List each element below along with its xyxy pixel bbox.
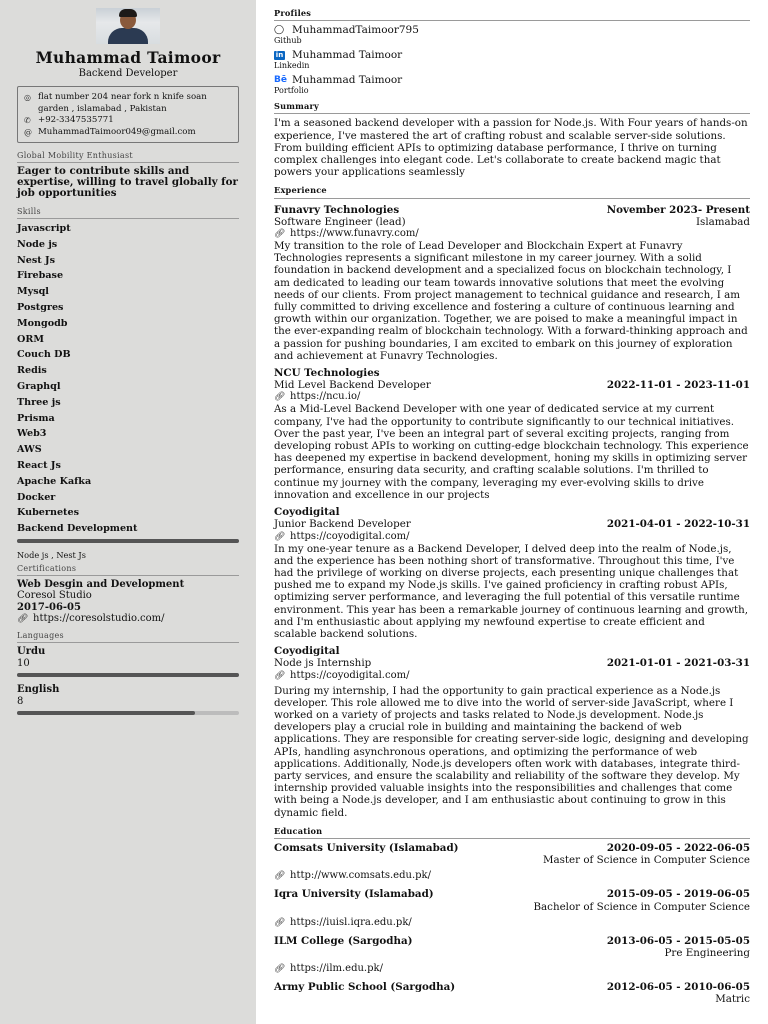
objective-text: Eager to contribute skills and expertise, willing to travel globally for job opportunities xyxy=(17,165,238,199)
school-name: Army Public School (Sargodha) xyxy=(274,981,456,994)
language-level: 8 xyxy=(17,696,24,708)
profile-network: Portfolio xyxy=(274,86,309,96)
skill-item: Apache Kafka xyxy=(17,475,92,487)
school-url[interactable]: http://www.comsats.edu.pk/ xyxy=(290,870,431,882)
skills-list xyxy=(17,221,239,537)
company-url[interactable]: https://coyodigital.com/ xyxy=(290,530,410,542)
school-link[interactable] xyxy=(274,963,750,975)
school-name: Comsats University (Islamabad) xyxy=(274,841,459,854)
job-title: Mid Level Backend Developer xyxy=(274,379,431,392)
skill-item: Redis xyxy=(17,365,47,377)
skills-heading: Skills xyxy=(17,207,239,219)
education-item xyxy=(274,935,750,975)
skill-item: Couch DB xyxy=(17,349,71,361)
skill-item: Nest Js xyxy=(17,254,55,266)
company-link[interactable] xyxy=(274,531,750,543)
language-level-fill xyxy=(17,673,239,677)
education-item xyxy=(274,888,750,928)
company-name: Funavry Technologies xyxy=(274,203,400,216)
experience-item xyxy=(274,645,750,819)
company-name: Coyodigital xyxy=(274,506,340,519)
school-url[interactable]: https://iuisl.iqra.edu.pk/ xyxy=(290,916,412,928)
company-name: Coyodigital xyxy=(274,645,340,658)
job-description: As a Mid-Level Backend Developer with one year of dedicated service at my current company, I've had the opportunity to contribute significantly to our technical initiatives. Over the past year, I've been an integral part of several exciting projects, ranging from developing robust APIs to working on cutting-edge blockchain technology. This experience has deepened my expertise in backend development, honing my skills in optimizing server performance, ensuring data security, and crafting scalable solutions. I'm thrilled to continue my journey with the company, leveraging my ever-evolving skills to drive innovation and excellence in our projects xyxy=(274,403,749,501)
profile-github[interactable] xyxy=(274,24,750,46)
company-url[interactable]: https://ncu.io/ xyxy=(290,391,361,403)
link-icon: 🔗︎ xyxy=(274,670,286,681)
job-title: Junior Backend Developer xyxy=(274,518,411,531)
skill-keywords: Node js , Nest Js xyxy=(17,549,86,560)
skill-item: Mysql xyxy=(17,286,49,298)
company-url[interactable]: https://www.funavry.com/ xyxy=(290,228,419,240)
candidate-name: Muhammad Taimoor xyxy=(35,48,221,67)
language-name: English xyxy=(17,684,60,696)
profile-username[interactable]: Muhammad Taimoor xyxy=(292,74,403,87)
certification-url[interactable]: https://coresolstudio.com/ xyxy=(33,613,165,625)
link-icon: 🔗︎ xyxy=(274,229,286,240)
experience-item xyxy=(274,367,750,501)
link-icon: 🔗︎ xyxy=(274,917,286,928)
job-date: November 2023- Present xyxy=(606,203,750,216)
language-level-fill xyxy=(17,711,195,715)
skill-item: Prisma xyxy=(17,412,55,424)
company-url[interactable]: https://coyodigital.com/ xyxy=(290,669,410,681)
profile-username[interactable]: Muhammad Taimoor xyxy=(292,49,403,62)
contact-box xyxy=(17,86,239,143)
degree: Matric xyxy=(715,993,750,1006)
company-link[interactable] xyxy=(274,228,750,240)
company-name: NCU Technologies xyxy=(274,367,380,380)
language-name: Urdu xyxy=(17,646,46,658)
education-date: 2020-09-05 - 2022-06-05 xyxy=(606,841,750,854)
education-date: 2013-06-05 - 2015-05-05 xyxy=(606,934,750,947)
job-date: 2021-04-01 - 2022-10-31 xyxy=(606,518,750,531)
link-icon: 🔗︎ xyxy=(274,531,286,542)
link-icon: 🔗︎ xyxy=(274,964,286,975)
school-link[interactable] xyxy=(274,870,750,882)
profiles-heading: Profiles xyxy=(274,7,750,21)
profile-linkedin[interactable] xyxy=(274,49,750,71)
experience-item xyxy=(274,506,750,640)
skill-item: Web3 xyxy=(17,428,47,440)
language-level-bar xyxy=(17,673,239,677)
behance-icon: Bē xyxy=(274,75,287,86)
languages-heading: Languages xyxy=(17,631,239,643)
address-text: flat number 204 near fork n knife soan garden , islamabad , Pakistan xyxy=(38,92,207,114)
link-icon: 🔗︎ xyxy=(17,614,29,625)
school-link[interactable] xyxy=(274,917,750,929)
skill-item: Three js xyxy=(17,396,61,408)
degree: Bachelor of Science in Computer Science xyxy=(533,900,750,913)
skill-item: Kubernetes xyxy=(17,507,79,519)
profile-network: Linkedin xyxy=(274,61,310,71)
skill-item: Graphql xyxy=(17,380,61,392)
summary-text: I'm a seasoned backend developer with a passion for Node.js. With Four years of hands-on experience, I've mastered the art of crafting robust and scalable server-side solutions. From building efficient APIs to optimizing database performance, I thrive on turning complex challenges into elegant code. Let's collaborate to create backend magic that powers your applications seamlessly xyxy=(274,117,748,179)
skill-item: Docker xyxy=(17,491,56,503)
experience-heading: Experience xyxy=(274,184,750,198)
job-title: Node js Internship xyxy=(274,657,372,670)
skill-item: ORM xyxy=(17,333,44,345)
skill-item: Mongodb xyxy=(17,317,68,329)
skill-level-fill xyxy=(17,539,239,543)
school-name: ILM College (Sargodha) xyxy=(274,934,413,947)
skill-item: React Js xyxy=(17,459,61,471)
education-date: 2012-06-05 - 2010-06-05 xyxy=(606,981,750,994)
degree: Pre Engineering xyxy=(664,946,750,959)
avatar xyxy=(96,8,160,44)
degree: Master of Science in Computer Science xyxy=(542,854,750,867)
skill-item: AWS xyxy=(17,444,42,456)
certification-link[interactable] xyxy=(17,613,239,625)
email-icon: @ xyxy=(24,127,32,137)
main-content xyxy=(274,7,750,1006)
school-url[interactable]: https://ilm.edu.pk/ xyxy=(290,963,383,975)
github-icon: ◯ xyxy=(274,25,285,36)
company-link[interactable] xyxy=(274,670,750,682)
summary-heading: Summary xyxy=(274,100,750,114)
job-title: Software Engineer (lead) xyxy=(274,215,406,228)
job-description: My transition to the role of Lead Developer and Blockchain Expert at Funavry Technologies represents a significant milestone in my career journey. With a solid foundation in backend development and a specialized focus on blockchain technology, I am dedicated to leading our team towards innovative solutions that meet the evolving needs of our clients. From project management to technical guidance and research, I am fully committed to driving excellence and fostering a culture of continuous learning and growth within our organization. Together, we are poised to make a meaningful impact in the ever-expanding realm of blockchain technology. With a forward-thinking approach and a passion for pushing boundaries, I am excited to embark on this journey of exploration and achievement at Funavry Technologies. xyxy=(274,240,748,362)
contact-phone[interactable] xyxy=(24,115,234,127)
language-level-bar xyxy=(17,711,239,715)
contact-email[interactable] xyxy=(24,127,234,139)
education-item xyxy=(274,981,750,1005)
profile-network: Github xyxy=(274,36,302,46)
job-description: In my one-year tenure as a Backend Developer, I delved deep into the realm of Node.js, and the experience has been nothing short of transformative. Throughout this time, I've had the privilege of working on diverse projects, each presenting unique challenges that pushed me to expand my Node.js skills. I've gained proficiency in crafting robust APIs, optimizing server performance, and leveraging the full potential of this versatile runtime environment. This year has been a remarkable journey of continuous learning and growth, and I'm enthusiastic about applying my newfound expertise to create efficient and scalable backend solutions. xyxy=(274,542,749,640)
education-heading: Education xyxy=(274,825,750,839)
link-icon: 🔗︎ xyxy=(274,871,286,882)
candidate-role: Backend Developer xyxy=(78,68,178,79)
certification-date: 2017-06-05 xyxy=(17,601,81,613)
certification-title: Web Desgin and Development xyxy=(17,578,185,590)
email-text[interactable]: MuhammadTaimoor049@gmail.com xyxy=(38,126,196,137)
sidebar xyxy=(0,0,256,1024)
certifications-heading: Certifications xyxy=(17,564,239,576)
skill-item: Backend Development xyxy=(17,523,138,535)
skill-level-bar xyxy=(17,539,239,543)
job-date: 2021-01-01 - 2021-03-31 xyxy=(606,657,750,670)
objective-heading: Global Mobility Enthusiast xyxy=(17,151,239,163)
job-description: During my internship, I had the opportunity to gain practical experience as a Node.js developer. This role allowed me to dive into the world of server-side JavaScript, where I worked on a variety of projects and tasks related to Node.js development. Node.js developers play a crucial role in building and maintaining the backend of web applications. They are responsible for creating server-side logic, designing and developing APIs, handling asynchronous operations, and optimizing the performance of web applications. Additionally, Node.js developers often work with databases, integrate third-party services, and ensure the scalability and reliability of the software they develop. My internship provided valuable insights into the responsibilities and challenges that come with being a Node.js developer, and I am enthusiastic about continuing to grow in this dynamic field. xyxy=(274,684,749,819)
location-icon: ◎ xyxy=(24,93,31,102)
contact-address xyxy=(24,92,234,115)
job-date: 2022-11-01 - 2023-11-01 xyxy=(606,379,750,392)
language-level: 10 xyxy=(17,658,30,670)
profile-portfolio[interactable] xyxy=(274,74,750,96)
phone-text[interactable]: +92-3347535771 xyxy=(38,115,114,125)
skill-item: Firebase xyxy=(17,270,64,282)
skill-item: Node js xyxy=(17,238,58,250)
skill-item: Javascript xyxy=(17,223,71,234)
job-location: Islamabad xyxy=(695,215,750,228)
link-icon: 🔗︎ xyxy=(274,392,286,403)
education-date: 2015-09-05 - 2019-06-05 xyxy=(606,888,750,901)
certification-issuer: Coresol Studio xyxy=(17,590,92,602)
company-link[interactable] xyxy=(274,391,750,403)
profile-username[interactable]: MuhammadTaimoor795 xyxy=(292,24,419,37)
experience-item xyxy=(274,204,750,362)
linkedin-icon: in xyxy=(275,51,284,60)
school-name: Iqra University (Islamabad) xyxy=(274,888,434,901)
phone-icon: ✆ xyxy=(24,116,31,125)
skill-item: Postgres xyxy=(17,301,64,313)
education-item xyxy=(274,842,750,882)
